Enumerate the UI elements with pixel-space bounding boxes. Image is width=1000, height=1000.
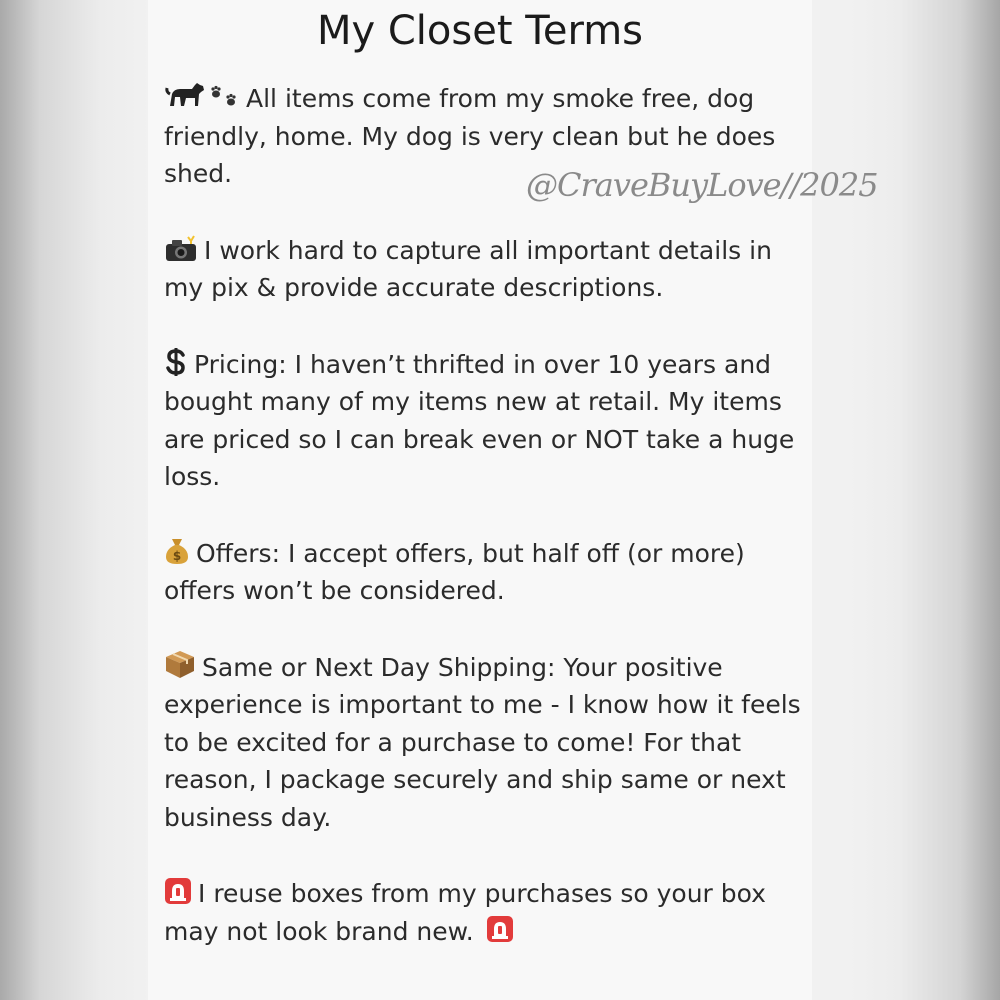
siren-icon	[486, 915, 514, 943]
section-photos-text: I work hard to capture all important details in my pix & provide accurate descriptions.	[164, 235, 772, 302]
section-boxes	[164, 875, 804, 950]
siren-icon	[164, 877, 192, 905]
section-photos	[164, 232, 804, 307]
section-offers-text: Offers: I accept offers, but half off (or more) offers won’t be considered.	[164, 538, 745, 605]
section-shipping	[164, 649, 804, 837]
dollar-sign-icon	[164, 348, 188, 376]
closet-terms-card	[148, 0, 878, 1000]
svg-text:$: $	[172, 548, 182, 563]
section-offers	[164, 535, 804, 610]
package-icon	[164, 649, 196, 679]
camera-flash-icon	[164, 236, 198, 262]
section-boxes-text: I reuse boxes from my purchases so your box may not look brand new.	[164, 879, 766, 946]
section-home-text: All items come from my smoke free, dog friendly, home. My dog is very clean but he does shed.	[164, 84, 776, 188]
terms-list	[164, 80, 804, 989]
dog-paw-icon	[164, 80, 240, 110]
money-bag-icon	[164, 537, 190, 565]
section-pricing	[164, 346, 804, 496]
section-shipping-text: Same or Next Day Shipping: Your positive experience is important to me - I know how it feels to be excited for a purchase to come! For that reason, I package securely and ship same or next business day.	[164, 652, 801, 832]
watermark-handle: @CraveBuyLove//2025	[526, 166, 878, 204]
section-pricing-text: Pricing: I haven’t thrifted in over 10 years and bought many of my items new at retail. My items are priced so I can break even or NOT take a huge loss.	[164, 349, 795, 491]
page-title: My Closet Terms	[316, 8, 644, 54]
